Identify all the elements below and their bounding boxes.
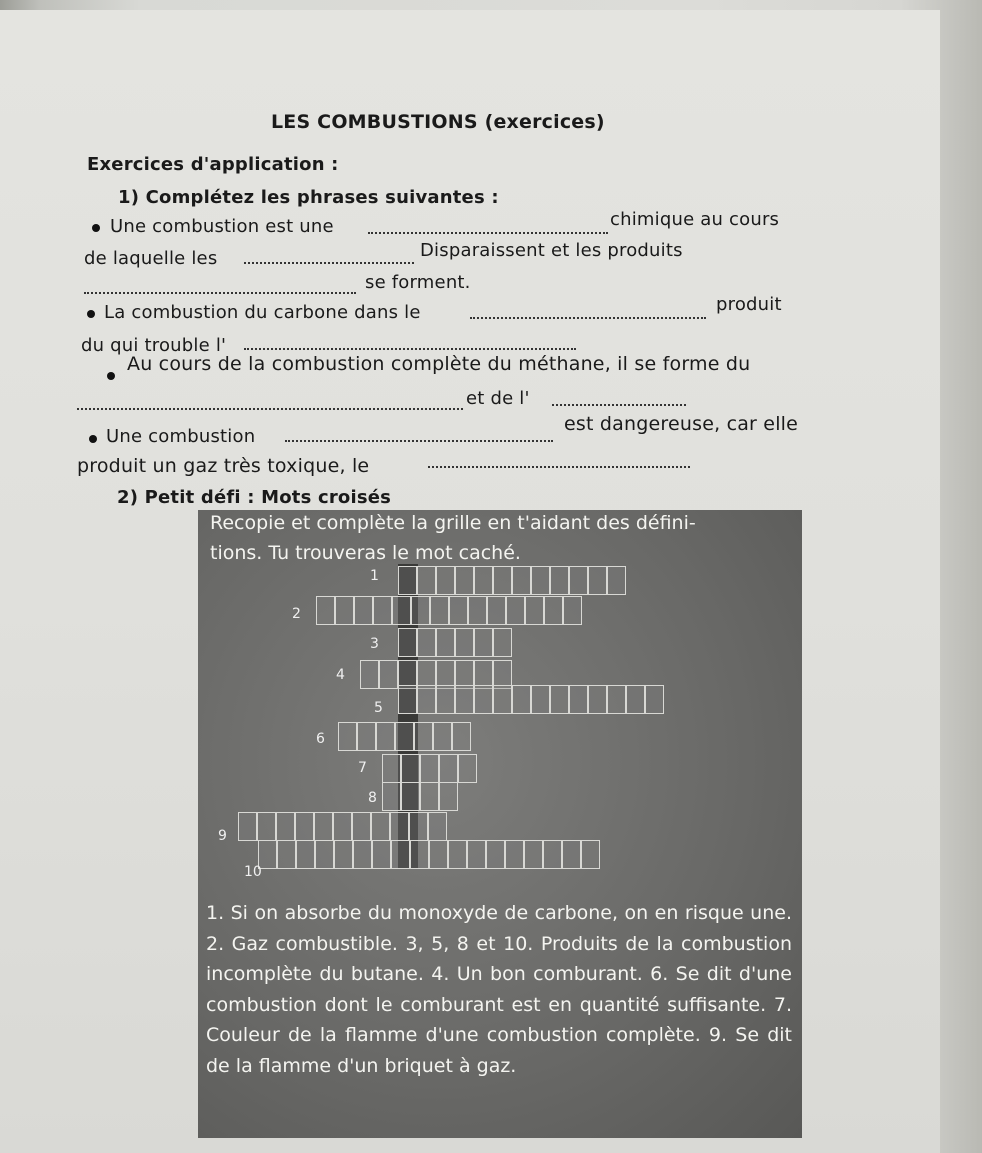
grid-cell[interactable] — [493, 685, 512, 714]
page-title: LES COMBUSTIONS (exercices) — [271, 111, 605, 133]
grid-cell[interactable] — [409, 812, 428, 841]
section-heading: Exercices d'application : — [87, 154, 339, 175]
grid-cell[interactable] — [238, 812, 257, 841]
grid-cell[interactable] — [525, 596, 544, 625]
clue-number: 6 — [316, 731, 325, 747]
grid-cell[interactable] — [398, 685, 417, 714]
clue-number: 7 — [358, 760, 367, 776]
sentence-1-part-d: Disparaissent et les produits — [420, 240, 683, 261]
grid-cell[interactable] — [448, 840, 467, 869]
grid-cell[interactable] — [430, 596, 449, 625]
grid-cell[interactable] — [316, 596, 335, 625]
grid-cell[interactable] — [371, 812, 390, 841]
grid-cell[interactable] — [410, 840, 429, 869]
blank-5[interactable] — [244, 348, 576, 350]
sentence-1-part-e: se forment. — [365, 272, 471, 293]
grid-cell[interactable] — [506, 596, 525, 625]
grid-cell[interactable] — [569, 685, 588, 714]
grid-cell[interactable] — [436, 685, 455, 714]
grid-cell[interactable] — [315, 840, 334, 869]
exercise-1-heading: 1) Complétez les phrases suivantes : — [118, 187, 499, 208]
sentence-4-part-c: produit un gaz très toxique, le — [77, 455, 370, 477]
crossword-intro-line-1: Recopie et complète la grille en t'aidant des défini- — [210, 512, 696, 534]
crossword-intro-line-2: tions. Tu trouveras le mot caché. — [210, 542, 521, 564]
grid-cell[interactable] — [376, 722, 395, 751]
grid-cell[interactable] — [382, 754, 401, 783]
grid-cell[interactable] — [420, 782, 439, 811]
grid-cell[interactable] — [581, 840, 600, 869]
bullet — [87, 310, 95, 318]
grid-cell[interactable] — [401, 754, 420, 783]
grid-cell[interactable] — [467, 840, 486, 869]
grid-cell[interactable] — [357, 722, 376, 751]
grid-cell[interactable] — [257, 812, 276, 841]
grid-cell[interactable] — [354, 596, 373, 625]
grid-cell[interactable] — [607, 566, 626, 595]
grid-cell[interactable] — [588, 685, 607, 714]
grid-cell[interactable] — [449, 596, 468, 625]
bullet — [89, 435, 97, 443]
blank-7[interactable] — [552, 404, 686, 406]
blank-1[interactable] — [368, 232, 608, 234]
grid-cell[interactable] — [439, 754, 458, 783]
grid-cell[interactable] — [314, 812, 333, 841]
grid-cell[interactable] — [550, 685, 569, 714]
grid-cell[interactable] — [512, 685, 531, 714]
grid-cell[interactable] — [338, 722, 357, 751]
sentence-3-part-b: et de l' — [466, 388, 530, 409]
sentence-3-part-a: Au cours de la combustion complète du méthane, il se forme du — [127, 353, 751, 375]
clue-number: 2 — [292, 606, 301, 622]
grid-cell[interactable] — [295, 812, 314, 841]
grid-cell[interactable] — [379, 660, 398, 689]
grid-cell[interactable] — [417, 566, 436, 595]
grid-cell[interactable] — [505, 840, 524, 869]
grid-cell[interactable] — [452, 722, 471, 751]
blank-4[interactable] — [470, 317, 706, 319]
clue-number: 3 — [370, 636, 379, 652]
clue-number: 5 — [374, 700, 383, 716]
sentence-2-part-c: du qui trouble l' — [81, 335, 227, 356]
grid-cell[interactable] — [563, 596, 582, 625]
grid-cell[interactable] — [360, 660, 379, 689]
grid-cell[interactable] — [512, 566, 531, 595]
grid-cell[interactable] — [433, 722, 452, 751]
bullet — [92, 224, 100, 232]
grid-cell[interactable] — [436, 566, 455, 595]
grid-cell[interactable] — [414, 722, 433, 751]
grid-cell[interactable] — [588, 566, 607, 595]
blank-2[interactable] — [244, 262, 414, 264]
grid-cell[interactable] — [372, 840, 391, 869]
grid-cell[interactable] — [524, 840, 543, 869]
grid-cell[interactable] — [474, 566, 493, 595]
grid-cell[interactable] — [531, 566, 550, 595]
sentence-2-part-b: produit — [716, 294, 782, 315]
grid-cell[interactable] — [474, 628, 493, 657]
grid-cell[interactable] — [493, 628, 512, 657]
grid-cell[interactable] — [486, 840, 505, 869]
grid-cell[interactable] — [439, 782, 458, 811]
grid-cell[interactable] — [335, 596, 354, 625]
grid-cell[interactable] — [352, 812, 371, 841]
blank-8[interactable] — [285, 440, 553, 442]
crossword-definitions: 1. Si on absorbe du monoxyde de carbone, on en risque une. 2. Gaz combustible. 3, 5, 8 et 10. Produits de la combustion incomplète du butane. 4. Un bon comburant. 6. Se dit d'une combustion dont le comburant est en quantité suffisante. 7. Couleur de la flamme d'une combustion complète. 9. Se dit de la flamme d'un briquet à gaz. — [206, 902, 792, 1077]
grid-cell[interactable] — [398, 566, 417, 595]
grid-cell[interactable] — [373, 596, 392, 625]
grid-cell[interactable] — [458, 754, 477, 783]
grid-cell[interactable] — [607, 685, 626, 714]
grid-cell[interactable] — [455, 685, 474, 714]
sentence-1-part-b: chimique au cours — [610, 209, 780, 230]
grid-cell[interactable] — [455, 566, 474, 595]
bullet — [107, 372, 115, 380]
clue-number: 4 — [336, 667, 345, 683]
blank-6[interactable] — [77, 408, 463, 410]
grid-cell[interactable] — [493, 566, 512, 595]
grid-cell[interactable] — [411, 596, 430, 625]
grid-cell[interactable] — [392, 596, 411, 625]
grid-cell[interactable] — [417, 685, 436, 714]
grid-cell[interactable] — [544, 596, 563, 625]
grid-cell[interactable] — [474, 685, 493, 714]
clue-number: 10 — [244, 864, 262, 880]
grid-cell[interactable] — [353, 840, 372, 869]
grid-cell[interactable] — [398, 628, 417, 657]
grid-cell[interactable] — [382, 782, 401, 811]
grid-cell[interactable] — [333, 812, 352, 841]
grid-cell[interactable] — [645, 685, 664, 714]
clue-number: 8 — [368, 790, 377, 806]
sentence-4-part-b: est dangereuse, car elle — [564, 413, 799, 435]
grid-cell[interactable] — [296, 840, 315, 869]
grid-cell[interactable] — [429, 840, 448, 869]
grid-cell[interactable] — [401, 782, 420, 811]
grid-cell[interactable] — [569, 566, 588, 595]
blank-3[interactable] — [84, 292, 356, 294]
sentence-1-part-a: Une combustion est une — [110, 216, 334, 237]
sentence-2-part-a: La combustion du carbone dans le — [104, 302, 421, 323]
exercise-2-heading: 2) Petit défi : Mots croisés — [117, 487, 392, 508]
clue-number: 1 — [370, 568, 379, 584]
grid-cell[interactable] — [417, 628, 436, 657]
blank-9[interactable] — [428, 466, 690, 468]
grid-cell[interactable] — [468, 596, 487, 625]
sentence-1-part-c: de laquelle les — [84, 248, 218, 269]
clue-number: 9 — [218, 828, 227, 844]
grid-cell[interactable] — [391, 840, 410, 869]
sentence-4-part-a: Une combustion — [106, 426, 256, 447]
grid-cell[interactable] — [626, 685, 645, 714]
grid-cell[interactable] — [395, 722, 414, 751]
grid-cell[interactable] — [562, 840, 581, 869]
grid-cell[interactable] — [487, 596, 506, 625]
grid-cell[interactable] — [436, 628, 455, 657]
grid-cell[interactable] — [428, 812, 447, 841]
grid-cell[interactable] — [277, 840, 296, 869]
grid-cell[interactable] — [550, 566, 569, 595]
grid-cell[interactable] — [276, 812, 295, 841]
grid-cell[interactable] — [455, 628, 474, 657]
grid-cell[interactable] — [420, 754, 439, 783]
crossword-panel — [198, 510, 802, 1138]
grid-cell[interactable] — [543, 840, 562, 869]
grid-cell[interactable] — [334, 840, 353, 869]
grid-cell[interactable] — [531, 685, 550, 714]
grid-cell[interactable] — [390, 812, 409, 841]
